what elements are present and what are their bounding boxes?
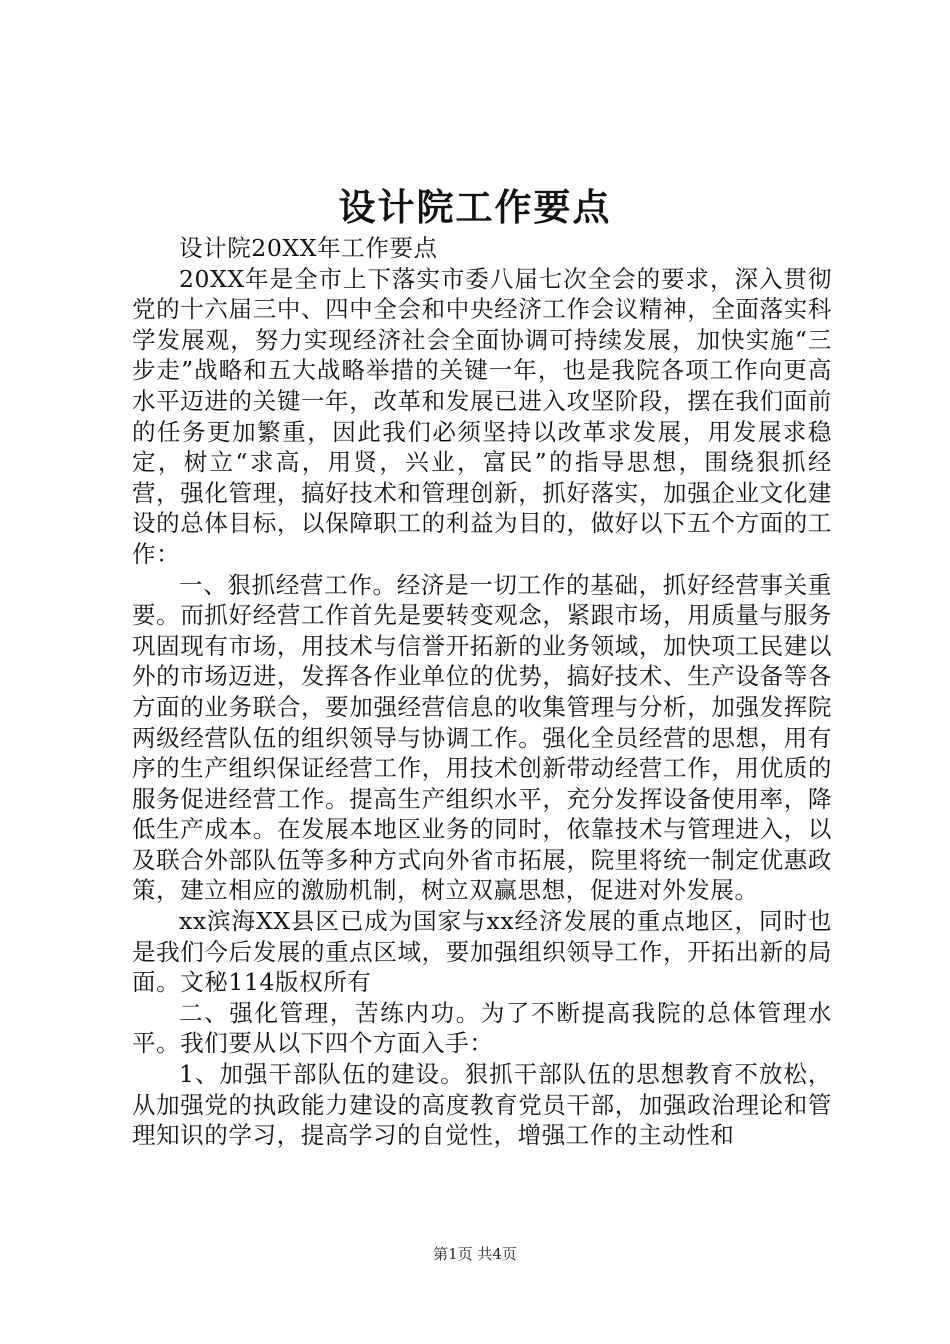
paragraph-intro: 20XX年是全市上下落实市委八届七次全会的要求，深入贯彻党的十六届三中、四中全会和中央经济工作会议精神，全面落实科学发展观，努力实现经济社会全面协调可持续发展，加快实施“三步走”战略和五大战略举措的关键一年，也是我院各项工作向更高水平迈进的关键一年，改革和发展已进入攻坚阶段，摆在我们面前的任务更加繁重，因此我们必须坚持以改革求发展，用发展求稳定，树立“求高，用贤，兴业，富民”的指导思想，围绕狠抓经营，强化管理，搞好技术和管理创新，抓好落实，加强企业文化建设的总体目标，以保障职工的利益为目的，做好以下五个方面的工作： [132, 264, 832, 568]
paragraph-item-1: 1、加强干部队伍的建设。狠抓干部队伍的思想教育不放松，从加强党的执政能力建设的高度教育党员干部，加强政治理论和管理知识的学习，提高学习的自觉性，增强工作的主动性和 [132, 1060, 832, 1150]
paragraph-section-1: 一、狠抓经营工作。经济是一切工作的基础，抓好经营事关重要。而抓好经营工作首先是要转变观念，紧跟市场，用质量与服务巩固现有市场，用技术与信誉开拓新的业务领域，加快项工民建以外的市场迈进，发挥各作业单位的优势，搞好技术、生产设备等各方面的业务联合，要加强经营信息的收集管理与分析，加强发挥院两级经营队伍的组织领导与协调工作。强化全员经营的思想，用有序的生产组织保证经营工作，用技术创新带动经营工作，用优质的服务促进经营工作。提高生产组织水平，充分发挥设备使用率，降低生产成本。在发展本地区业务的同时，依靠技术与管理进入，以及联合外部队伍等多种方式向外省市拓展，院里将统一制定优惠政策，建立相应的激励机制，树立双赢思想，促进对外发展。 [132, 570, 832, 905]
paragraph-binhai: xx滨海XX县区已成为国家与xx经济发展的重点地区，同时也是我们今后发展的重点区域，要加强组织领导工作，开拓出新的局面。文秘114版权所有 [132, 907, 832, 997]
document-body [132, 233, 832, 1151]
document-title: 设计院工作要点 [338, 185, 612, 229]
paragraph-subtitle: 设计院20XX年工作要点 [179, 234, 438, 262]
paragraph-section-2: 二、强化管理，苦练内功。为了不断提高我院的总体管理水平。我们要从以下四个方面入手： [132, 998, 832, 1058]
page-footer: 第1页 共4页 [433, 1245, 517, 1263]
